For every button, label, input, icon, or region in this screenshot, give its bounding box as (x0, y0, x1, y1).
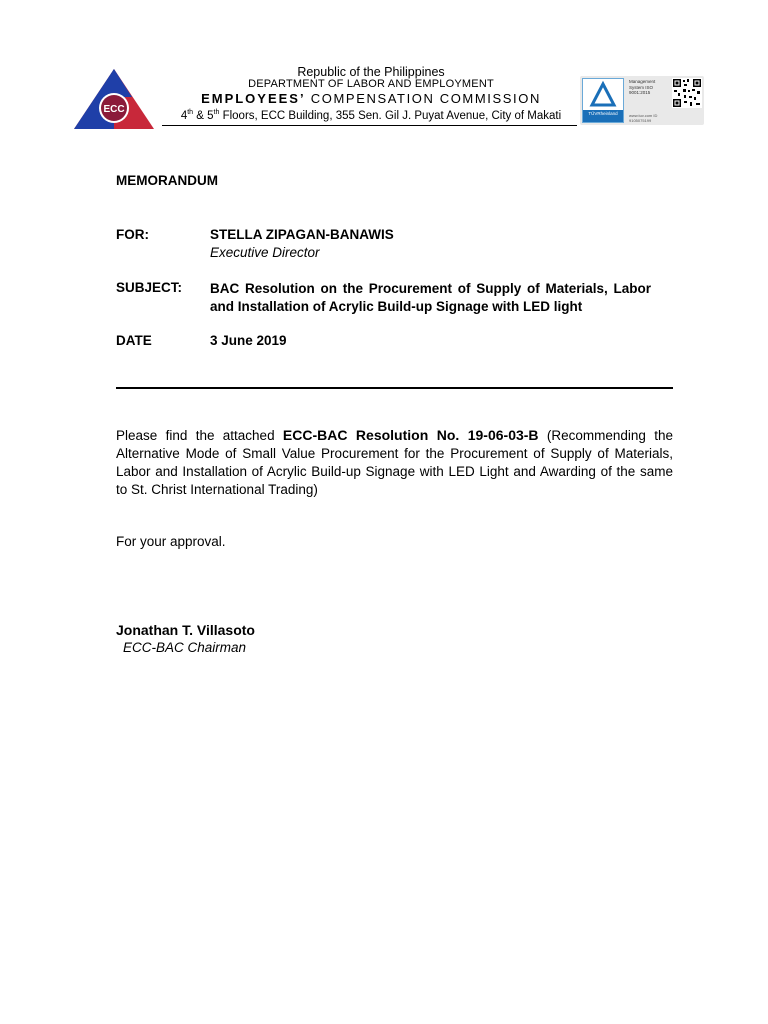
header-divider (116, 387, 673, 389)
address-floor-1: 4 (180, 109, 188, 122)
signatory-title: ECC-BAC Chairman (123, 640, 247, 655)
resolution-number: ECC-BAC Resolution No. 19-06-03-B (282, 427, 539, 443)
address-sup-2: th (213, 109, 220, 116)
cert-label: Management System ISO 9001:2015 (629, 79, 656, 95)
letterhead-address (162, 106, 580, 123)
body-paragraph (116, 426, 673, 499)
letterhead-rule (162, 125, 577, 126)
letterhead-republic: Republic of the Philippines (297, 65, 445, 79)
date-label: DATE (116, 333, 152, 348)
commission-bold: EMPLOYEES’ (201, 91, 306, 106)
logo-text: ECC (103, 104, 125, 115)
ecc-logo (74, 69, 154, 131)
letterhead-department: DEPARTMENT OF LABOR AND EMPLOYMENT (248, 78, 494, 90)
date-value: 3 June 2019 (210, 333, 287, 348)
memo-title: MEMORANDUM (116, 173, 218, 188)
address-floor-2: & 5 (193, 109, 214, 122)
recipient-name: STELLA ZIPAGAN-BANAWIS (210, 227, 394, 242)
subject-text: BAC Resolution on the Procurement of Supply of Materials, Labor and Installation of Acrylic Build-up Signage with LED light (210, 281, 651, 314)
cert-url: www.tuv.com ID 9105075199 (629, 113, 658, 123)
approval-line: For your approval. (116, 534, 226, 549)
tuv-triangle-icon (583, 79, 623, 109)
para-lead: Please find the attached (116, 428, 283, 443)
letterhead-commission (162, 91, 580, 106)
qr-code-icon (672, 78, 702, 108)
address-street: Floors, ECC Building, 355 Sen. Gil J. Puyat Avenue, City of Makati (219, 109, 562, 122)
commission-rest: COMPENSATION COMMISSION (305, 91, 541, 106)
for-label: FOR: (116, 227, 149, 242)
address-sup-1: th (187, 109, 194, 116)
recipient-position: Executive Director (210, 245, 320, 260)
para-rest: (Recommending the Alternative Mode of Small Value Procurement for the Procurement of Supply of Materials, Labor and Installation of Acrylic Build-up Signage with LED Light and Awarding of the same to St. Christ International Trading) (116, 428, 674, 497)
tuv-label: TÜVRheinland (588, 111, 618, 116)
signatory-name: Jonathan T. Villasoto (116, 622, 255, 638)
subject-label: SUBJECT: (116, 280, 183, 295)
